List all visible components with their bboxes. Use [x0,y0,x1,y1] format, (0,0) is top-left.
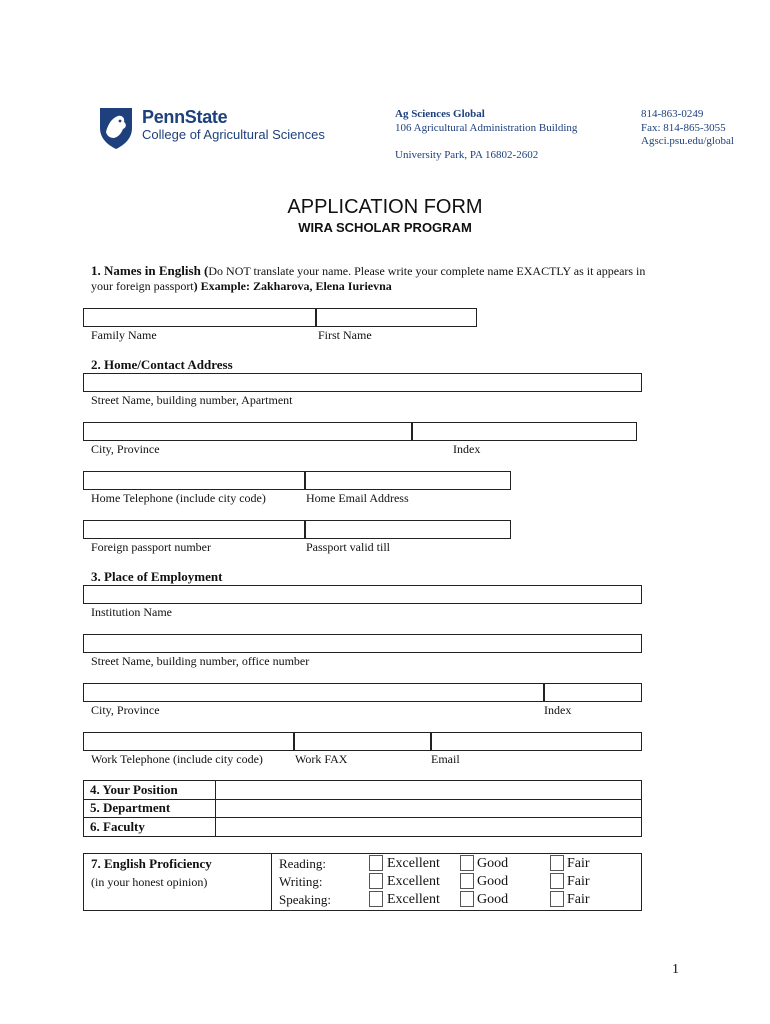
first-name-field[interactable] [316,308,477,327]
department-row [84,799,642,818]
home-street-label: Street Name, building number, Apartment [91,393,293,407]
org-website[interactable]: Agsci.psu.edu/global [641,135,734,147]
family-name-label: Family Name [91,328,157,342]
page-number: 1 [672,962,679,977]
org-name: Ag Sciences Global [395,108,485,120]
skill-writing: Writing: [279,874,323,889]
home-city-label: City, Province [91,442,160,456]
section2-heading: 2. Home/Contact Address [91,357,233,372]
speaking-fair-label: Fair [567,892,590,907]
speaking-excellent-checkbox[interactable] [369,891,383,907]
reading-good-checkbox[interactable] [460,855,474,871]
proficiency-block [83,853,642,911]
work-street-label: Street Name, building number, office number [91,654,310,668]
speaking-good-checkbox[interactable] [460,891,474,907]
reading-excellent-checkbox[interactable] [369,855,383,871]
position-label: 4. Your Position [84,781,216,800]
org-address-line2: University Park, PA 16802-2602 [395,149,539,161]
section3-heading: 3. Place of Employment [91,569,223,584]
home-index-field[interactable] [412,422,637,441]
passport-number-field[interactable] [83,520,305,539]
work-email-field[interactable] [431,732,642,751]
section1-heading: 1. Names in English ( [91,263,209,278]
skill-reading: Reading: [279,856,326,871]
section1-instructions [91,263,711,294]
reading-excellent-label: Excellent [387,856,440,871]
home-email-field[interactable] [305,471,511,490]
speaking-options [367,890,643,908]
form-subtitle: WIRA SCHOLAR PROGRAM [298,220,472,235]
home-index-label: Index [453,442,481,456]
home-city-field[interactable] [83,422,412,441]
first-name-label: First Name [318,328,372,342]
proficiency-heading: 7. English Proficiency [91,856,212,871]
org-phone: 814-863-0249 [641,108,704,120]
institution-label: Institution Name [91,605,172,619]
reading-fair-checkbox[interactable] [550,855,564,871]
home-telephone-field[interactable] [83,471,305,490]
position-table [83,780,642,837]
passport-number-label: Foreign passport number [91,540,211,554]
family-name-field[interactable] [83,308,316,327]
passport-valid-field[interactable] [305,520,511,539]
section1-instruction-text: Do NOT translate your name. Please write your complete name EXACTLY as it appears in [208,264,646,278]
passport-valid-label: Passport valid till [306,540,390,554]
work-index-label: Index [544,703,572,717]
proficiency-label-cell [84,854,272,910]
work-street-field[interactable] [83,634,642,653]
work-city-field[interactable] [83,683,544,702]
reading-fair-label: Fair [567,856,590,871]
skill-speaking: Speaking: [279,892,331,907]
department-input[interactable] [216,799,642,818]
position-input[interactable] [216,781,642,800]
institution-field[interactable] [83,585,642,604]
home-street-field[interactable] [83,373,642,392]
section1-example: ) Example: Zakharova, Elena Iurievna [193,279,392,293]
faculty-row [84,818,642,837]
section1-instruction-text-2: your foreign passport [91,279,194,293]
reading-options [367,854,643,872]
work-index-field[interactable] [544,683,642,702]
reading-good-label: Good [477,856,509,871]
work-fax-label: Work FAX [295,752,348,766]
logo-unit: College of Agricultural Sciences [142,127,325,142]
writing-fair-checkbox[interactable] [550,873,564,889]
org-fax: Fax: 814-865-3055 [641,122,726,134]
shield-icon [98,106,134,150]
writing-fair-label: Fair [567,874,590,889]
speaking-fair-checkbox[interactable] [550,891,564,907]
writing-excellent-label: Excellent [387,874,440,889]
speaking-excellent-label: Excellent [387,892,440,907]
work-email-label: Email [431,752,460,766]
home-telephone-label: Home Telephone (include city code) [91,491,266,505]
form-title: APPLICATION FORM [287,196,483,218]
work-fax-field[interactable] [294,732,431,751]
faculty-input[interactable] [216,818,642,837]
work-city-label: City, Province [91,703,160,717]
writing-excellent-checkbox[interactable] [369,873,383,889]
work-telephone-label: Work Telephone (include city code) [91,752,263,766]
work-telephone-field[interactable] [83,732,294,751]
psu-logo [98,106,338,152]
proficiency-note: (in your honest opinion) [91,875,208,889]
home-email-label: Home Email Address [306,491,409,505]
department-label: 5. Department [84,799,216,818]
position-row [84,781,642,800]
speaking-good-label: Good [477,892,509,907]
writing-good-checkbox[interactable] [460,873,474,889]
writing-options [367,872,643,890]
logo-brand: PennState [142,107,228,127]
org-address-line1: 106 Agricultural Administration Building [395,122,578,134]
writing-good-label: Good [477,874,509,889]
faculty-label: 6. Faculty [84,818,216,837]
